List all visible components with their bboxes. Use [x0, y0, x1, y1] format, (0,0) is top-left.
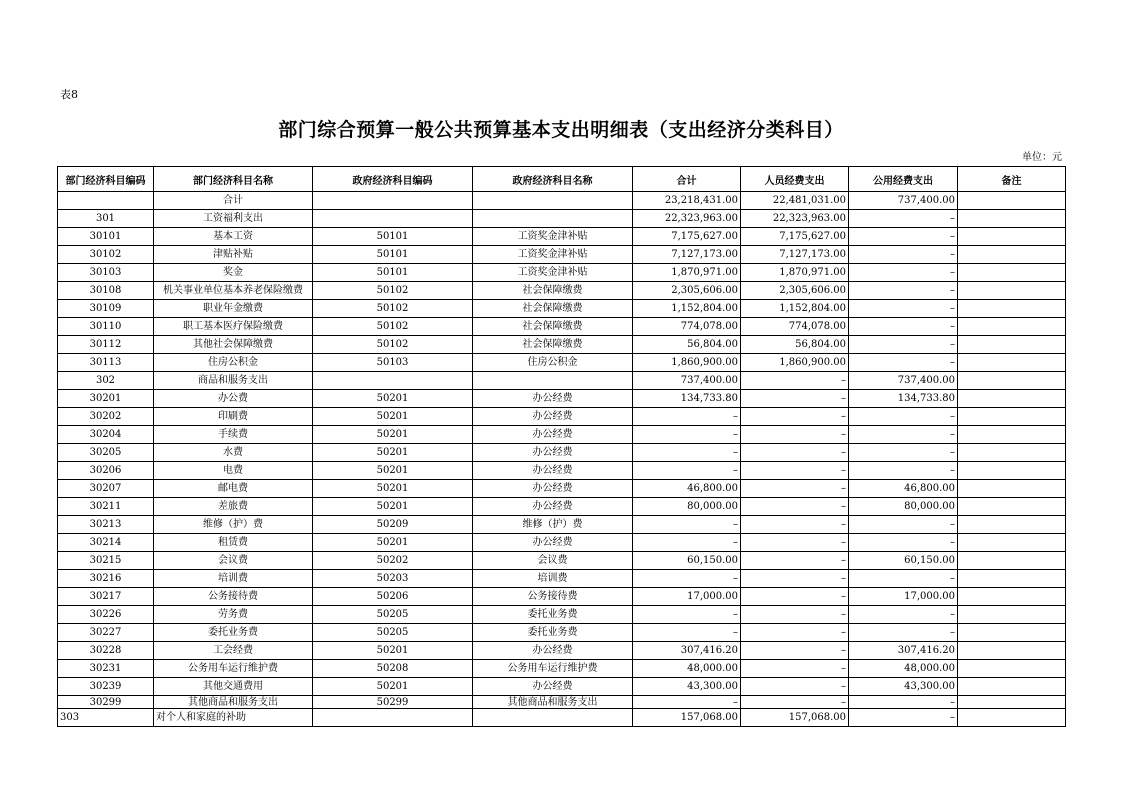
total-cell: 307,416.20 [633, 642, 741, 660]
gov-name-cell: 会议费 [473, 552, 633, 570]
gov-code-cell [313, 372, 473, 390]
note-cell [958, 336, 1066, 354]
public-cell: 307,416.20 [849, 642, 958, 660]
note-cell [958, 624, 1066, 642]
note-cell [958, 390, 1066, 408]
dept-name-cell: 对个人和家庭的补助 [154, 709, 313, 727]
dept-code-cell: 30205 [58, 444, 154, 462]
personnel-cell: – [741, 606, 849, 624]
dept-code-cell: 30112 [58, 336, 154, 354]
table-row [58, 642, 1066, 660]
dept-code-cell: 302 [58, 372, 154, 390]
gov-name-cell: 办公经费 [473, 462, 633, 480]
gov-code-cell: 50201 [313, 390, 473, 408]
public-cell: – [849, 282, 958, 300]
note-cell [958, 606, 1066, 624]
dept-name-cell: 维修（护）费 [154, 516, 313, 534]
personnel-cell: – [741, 552, 849, 570]
gov-name-cell: 住房公积金 [473, 354, 633, 372]
dept-name-cell: 水费 [154, 444, 313, 462]
gov-code-cell: 50201 [313, 498, 473, 516]
public-cell: – [849, 606, 958, 624]
public-cell: 737,400.00 [849, 372, 958, 390]
gov-name-cell: 培训费 [473, 570, 633, 588]
table-row [58, 498, 1066, 516]
gov-code-cell: 50103 [313, 354, 473, 372]
personnel-cell: – [741, 372, 849, 390]
public-cell: 134,733.80 [849, 390, 958, 408]
public-cell: 737,400.00 [849, 192, 958, 210]
gov-code-cell: 50201 [313, 444, 473, 462]
personnel-cell: – [741, 390, 849, 408]
note-cell [958, 642, 1066, 660]
total-cell: 134,733.80 [633, 390, 741, 408]
gov-name-cell: 委托业务费 [473, 606, 633, 624]
table-row [58, 588, 1066, 606]
dept-code-cell: 303 [58, 709, 154, 727]
dept-code-cell: 30211 [58, 498, 154, 516]
gov-name-cell [473, 192, 633, 210]
total-cell: – [633, 696, 741, 709]
dept-code-cell: 30202 [58, 408, 154, 426]
total-cell: 60,150.00 [633, 552, 741, 570]
gov-name-cell: 办公经费 [473, 642, 633, 660]
public-cell: – [849, 408, 958, 426]
dept-code-cell: 301 [58, 210, 154, 228]
table-row [58, 426, 1066, 444]
dept-code-cell [58, 192, 154, 210]
public-cell: – [849, 696, 958, 709]
public-cell: 80,000.00 [849, 498, 958, 516]
table-row [58, 624, 1066, 642]
public-cell: – [849, 534, 958, 552]
gov-name-cell: 社会保障缴费 [473, 282, 633, 300]
personnel-cell: – [741, 696, 849, 709]
total-cell: 17,000.00 [633, 588, 741, 606]
dept-name-cell: 办公费 [154, 390, 313, 408]
note-cell [958, 709, 1066, 727]
public-cell: – [849, 570, 958, 588]
dept-code-cell: 30231 [58, 660, 154, 678]
public-cell: 60,150.00 [849, 552, 958, 570]
personnel-cell: – [741, 588, 849, 606]
dept-code-cell: 30215 [58, 552, 154, 570]
gov-code-cell: 50201 [313, 462, 473, 480]
gov-name-cell: 其他商品和服务支出 [473, 696, 633, 709]
personnel-cell: – [741, 624, 849, 642]
table-number-label: 表8 [60, 88, 78, 101]
public-cell: 43,300.00 [849, 678, 958, 696]
personnel-cell: – [741, 534, 849, 552]
note-cell [958, 588, 1066, 606]
public-cell: – [849, 462, 958, 480]
note-cell [958, 462, 1066, 480]
table-row [58, 462, 1066, 480]
table-row [58, 696, 1066, 709]
total-cell: 22,323,963.00 [633, 210, 741, 228]
personnel-cell: 1,152,804.00 [741, 300, 849, 318]
note-cell [958, 552, 1066, 570]
public-cell: – [849, 516, 958, 534]
table-row [58, 354, 1066, 372]
note-cell [958, 696, 1066, 709]
total-cell: 1,152,804.00 [633, 300, 741, 318]
dept-code-cell: 30217 [58, 588, 154, 606]
personnel-cell: – [741, 444, 849, 462]
table-row [58, 480, 1066, 498]
dept-code-cell: 30206 [58, 462, 154, 480]
total-cell: 774,078.00 [633, 318, 741, 336]
gov-code-cell: 50102 [313, 282, 473, 300]
table-row [58, 660, 1066, 678]
public-cell: 46,800.00 [849, 480, 958, 498]
total-cell: – [633, 408, 741, 426]
gov-name-cell: 公务接待费 [473, 588, 633, 606]
personnel-cell: 22,481,031.00 [741, 192, 849, 210]
gov-name-cell: 办公经费 [473, 498, 633, 516]
header-personnel: 人员经费支出 [741, 167, 849, 192]
dept-code-cell: 30299 [58, 696, 154, 709]
personnel-cell: 1,870,971.00 [741, 264, 849, 282]
dept-code-cell: 30239 [58, 678, 154, 696]
table-row [58, 246, 1066, 264]
gov-name-cell: 办公经费 [473, 390, 633, 408]
dept-name-cell: 租赁费 [154, 534, 313, 552]
public-cell: – [849, 444, 958, 462]
gov-code-cell: 50102 [313, 300, 473, 318]
total-cell: 56,804.00 [633, 336, 741, 354]
dept-name-cell: 会议费 [154, 552, 313, 570]
gov-name-cell: 社会保障缴费 [473, 318, 633, 336]
personnel-cell: 774,078.00 [741, 318, 849, 336]
personnel-cell: – [741, 660, 849, 678]
total-cell: – [633, 624, 741, 642]
gov-name-cell: 社会保障缴费 [473, 336, 633, 354]
gov-name-cell: 工资奖金津补贴 [473, 264, 633, 282]
public-cell: – [849, 300, 958, 318]
gov-code-cell: 50206 [313, 588, 473, 606]
personnel-cell: – [741, 480, 849, 498]
dept-name-cell: 职工基本医疗保险缴费 [154, 318, 313, 336]
public-cell: – [849, 264, 958, 282]
dept-code-cell: 30101 [58, 228, 154, 246]
gov-code-cell [313, 210, 473, 228]
dept-code-cell: 30228 [58, 642, 154, 660]
budget-detail-table [57, 166, 1066, 727]
gov-name-cell: 社会保障缴费 [473, 300, 633, 318]
table-row [58, 444, 1066, 462]
note-cell [958, 246, 1066, 264]
personnel-cell: 2,305,606.00 [741, 282, 849, 300]
table-row [58, 408, 1066, 426]
note-cell [958, 426, 1066, 444]
gov-code-cell: 50208 [313, 660, 473, 678]
dept-code-cell: 30213 [58, 516, 154, 534]
table-row [58, 300, 1066, 318]
gov-code-cell: 50201 [313, 678, 473, 696]
dept-name-cell: 奖金 [154, 264, 313, 282]
total-cell: 46,800.00 [633, 480, 741, 498]
dept-code-cell: 30108 [58, 282, 154, 300]
dept-code-cell: 30102 [58, 246, 154, 264]
total-cell: 43,300.00 [633, 678, 741, 696]
gov-code-cell: 50101 [313, 246, 473, 264]
dept-code-cell: 30227 [58, 624, 154, 642]
dept-name-cell: 工会经费 [154, 642, 313, 660]
gov-code-cell: 50299 [313, 696, 473, 709]
personnel-cell: 22,323,963.00 [741, 210, 849, 228]
table-row [58, 534, 1066, 552]
dept-name-cell: 邮电费 [154, 480, 313, 498]
page-title: 部门综合预算一般公共预算基本支出明细表（支出经济分类科目） [278, 119, 844, 141]
public-cell: – [849, 426, 958, 444]
table-row [58, 390, 1066, 408]
public-cell: – [849, 246, 958, 264]
dept-name-cell: 机关事业单位基本养老保险缴费 [154, 282, 313, 300]
gov-name-cell: 办公经费 [473, 480, 633, 498]
total-cell: – [633, 534, 741, 552]
gov-name-cell [473, 709, 633, 727]
table-row [58, 318, 1066, 336]
dept-name-cell: 委托业务费 [154, 624, 313, 642]
total-cell: – [633, 606, 741, 624]
total-cell: 7,175,627.00 [633, 228, 741, 246]
gov-code-cell [313, 709, 473, 727]
public-cell: – [849, 709, 958, 727]
table-row [58, 552, 1066, 570]
personnel-cell: – [741, 408, 849, 426]
gov-name-cell: 办公经费 [473, 444, 633, 462]
table-row [58, 709, 1066, 727]
total-cell: 1,870,971.00 [633, 264, 741, 282]
note-cell [958, 264, 1066, 282]
dept-code-cell: 30216 [58, 570, 154, 588]
gov-name-cell: 委托业务费 [473, 624, 633, 642]
note-cell [958, 408, 1066, 426]
dept-code-cell: 30109 [58, 300, 154, 318]
personnel-cell: – [741, 498, 849, 516]
gov-name-cell: 工资奖金津补贴 [473, 246, 633, 264]
dept-name-cell: 公务接待费 [154, 588, 313, 606]
gov-name-cell [473, 210, 633, 228]
public-cell: – [849, 624, 958, 642]
personnel-cell: 7,127,173.00 [741, 246, 849, 264]
dept-name-cell: 合计 [154, 192, 313, 210]
dept-code-cell: 30103 [58, 264, 154, 282]
header-gov-code: 政府经济科目编码 [313, 167, 473, 192]
note-cell [958, 480, 1066, 498]
dept-name-cell: 商品和服务支出 [154, 372, 313, 390]
dept-name-cell: 其他社会保障缴费 [154, 336, 313, 354]
note-cell [958, 516, 1066, 534]
table-row [58, 228, 1066, 246]
dept-name-cell: 工资福利支出 [154, 210, 313, 228]
public-cell: – [849, 336, 958, 354]
dept-name-cell: 手续费 [154, 426, 313, 444]
gov-code-cell: 50201 [313, 480, 473, 498]
total-cell: – [633, 426, 741, 444]
dept-name-cell: 差旅费 [154, 498, 313, 516]
note-cell [958, 534, 1066, 552]
public-cell: – [849, 210, 958, 228]
table-row [58, 678, 1066, 696]
table-row [58, 192, 1066, 210]
table-row [58, 372, 1066, 390]
total-cell: 80,000.00 [633, 498, 741, 516]
gov-name-cell: 办公经费 [473, 678, 633, 696]
personnel-cell: 7,175,627.00 [741, 228, 849, 246]
note-cell [958, 444, 1066, 462]
table-row [58, 336, 1066, 354]
header-gov-name: 政府经济科目名称 [473, 167, 633, 192]
note-cell [958, 678, 1066, 696]
gov-code-cell: 50209 [313, 516, 473, 534]
dept-name-cell: 公务用车运行维护费 [154, 660, 313, 678]
total-cell: 2,305,606.00 [633, 282, 741, 300]
table-row [58, 570, 1066, 588]
header-dept-code: 部门经济科目编码 [58, 167, 154, 192]
dept-name-cell: 培训费 [154, 570, 313, 588]
table-row [58, 282, 1066, 300]
header-dept-name: 部门经济科目名称 [154, 167, 313, 192]
note-cell [958, 570, 1066, 588]
note-cell [958, 498, 1066, 516]
personnel-cell: – [741, 570, 849, 588]
total-cell: 157,068.00 [633, 709, 741, 727]
dept-name-cell: 职业年金缴费 [154, 300, 313, 318]
dept-code-cell: 30207 [58, 480, 154, 498]
note-cell [958, 300, 1066, 318]
dept-name-cell: 住房公积金 [154, 354, 313, 372]
note-cell [958, 318, 1066, 336]
header-note: 备注 [958, 167, 1066, 192]
public-cell: – [849, 354, 958, 372]
gov-code-cell: 50201 [313, 426, 473, 444]
dept-name-cell: 电费 [154, 462, 313, 480]
dept-name-cell: 劳务费 [154, 606, 313, 624]
header-public: 公用经费支出 [849, 167, 958, 192]
gov-name-cell: 办公经费 [473, 426, 633, 444]
gov-code-cell: 50205 [313, 624, 473, 642]
table-header-row [58, 167, 1066, 192]
table-row [58, 606, 1066, 624]
table-row [58, 264, 1066, 282]
dept-code-cell: 30214 [58, 534, 154, 552]
personnel-cell: 56,804.00 [741, 336, 849, 354]
gov-code-cell: 50202 [313, 552, 473, 570]
gov-name-cell [473, 372, 633, 390]
total-cell: – [633, 444, 741, 462]
header-total: 合计 [633, 167, 741, 192]
dept-code-cell: 30113 [58, 354, 154, 372]
note-cell [958, 354, 1066, 372]
table-row [58, 210, 1066, 228]
dept-name-cell: 印刷费 [154, 408, 313, 426]
gov-code-cell: 50101 [313, 264, 473, 282]
note-cell [958, 372, 1066, 390]
total-cell: – [633, 516, 741, 534]
total-cell: 48,000.00 [633, 660, 741, 678]
note-cell [958, 210, 1066, 228]
table-row [58, 516, 1066, 534]
public-cell: – [849, 228, 958, 246]
dept-code-cell: 30204 [58, 426, 154, 444]
personnel-cell: – [741, 426, 849, 444]
gov-code-cell: 50205 [313, 606, 473, 624]
note-cell [958, 192, 1066, 210]
note-cell [958, 282, 1066, 300]
dept-code-cell: 30110 [58, 318, 154, 336]
total-cell: 737,400.00 [633, 372, 741, 390]
personnel-cell: – [741, 678, 849, 696]
gov-code-cell: 50201 [313, 408, 473, 426]
gov-name-cell: 办公经费 [473, 534, 633, 552]
gov-code-cell: 50102 [313, 318, 473, 336]
personnel-cell: – [741, 462, 849, 480]
dept-name-cell: 其他交通费用 [154, 678, 313, 696]
dept-code-cell: 30201 [58, 390, 154, 408]
note-cell [958, 660, 1066, 678]
gov-name-cell: 办公经费 [473, 408, 633, 426]
total-cell: 1,860,900.00 [633, 354, 741, 372]
gov-code-cell: 50102 [313, 336, 473, 354]
gov-code-cell: 50203 [313, 570, 473, 588]
note-cell [958, 228, 1066, 246]
dept-name-cell: 其他商品和服务支出 [154, 696, 313, 709]
personnel-cell: – [741, 642, 849, 660]
personnel-cell: 1,860,900.00 [741, 354, 849, 372]
gov-code-cell: 50101 [313, 228, 473, 246]
gov-name-cell: 工资奖金津补贴 [473, 228, 633, 246]
unit-label: 单位：元 [1022, 152, 1062, 163]
total-cell: 23,218,431.00 [633, 192, 741, 210]
gov-code-cell: 50201 [313, 534, 473, 552]
personnel-cell: – [741, 516, 849, 534]
gov-name-cell: 维修（护）费 [473, 516, 633, 534]
dept-name-cell: 津贴补贴 [154, 246, 313, 264]
dept-name-cell: 基本工资 [154, 228, 313, 246]
personnel-cell: 157,068.00 [741, 709, 849, 727]
total-cell: – [633, 570, 741, 588]
gov-code-cell [313, 192, 473, 210]
gov-name-cell: 公务用车运行维护费 [473, 660, 633, 678]
public-cell: – [849, 318, 958, 336]
public-cell: 48,000.00 [849, 660, 958, 678]
public-cell: 17,000.00 [849, 588, 958, 606]
dept-code-cell: 30226 [58, 606, 154, 624]
gov-code-cell: 50201 [313, 642, 473, 660]
total-cell: 7,127,173.00 [633, 246, 741, 264]
total-cell: – [633, 462, 741, 480]
